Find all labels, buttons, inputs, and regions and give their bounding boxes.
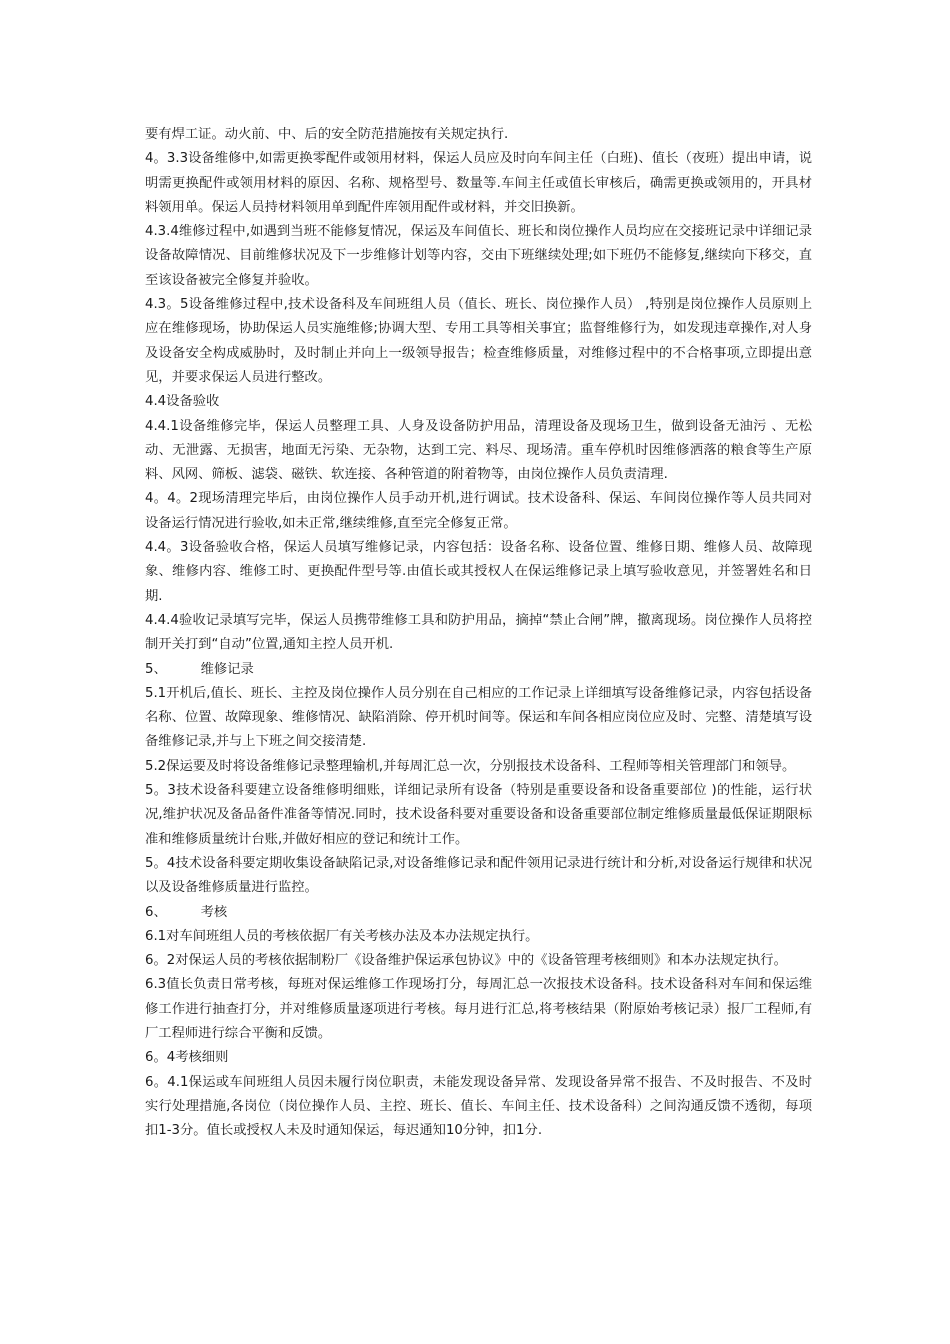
- paragraph-5-2: 5.2保运要及时将设备维修记录整理输机,并每周汇总一次，分别报技术设备科、工程师等相关管理部门和领导。: [145, 758, 796, 774]
- paragraph-6-1: 6.1对车间班组人员的考核依据厂有关考核办法及本办法规定执行。: [145, 928, 539, 944]
- paragraph-6-3: 6.3值长负责日常考核，每班对保运维修工作现场打分，每周汇总一次报技术设备科。技术设备科对车间和保运维修工作进行抽查打分，并对维修质量逐项进行考核。每月进行汇总,将考核结果（附原始考核记录）报厂工程师,有厂工程师进行综合平衡和反馈。: [145, 977, 812, 1041]
- paragraph-4-4-4: 4.4.4验收记录填写完毕，保运人员携带维修工具和防护用品，摘掉“禁止合闸”牌，撤离现场。岗位操作人员将控制开关打到“自动”位置,通知主控人员开机.: [145, 612, 812, 653]
- section-heading-5: 5、 维修记录: [145, 661, 254, 677]
- paragraph-4-4-2: 4。4。2现场清理完毕后，由岗位操作人员手动开机,进行调试。技术设备科、保运、车间岗位操作等人员共同对设备运行情况进行验收,如未正常,继续维修,直至完全修复正常。: [145, 491, 812, 531]
- section-heading-6: 6、 考核: [145, 904, 228, 920]
- paragraph-4-4-1: 4.4.1设备维修完毕，保运人员整理工具、人身及设备防护用品，清理设备及现场卫生，做到设备无油污 、无松动、无泄露、无损害，地面无污染、无杂物，达到工完、料尽、现场清。重车停机时因维修洒落的粮食等生产原料、风网、筛板、滤袋、磁铁、软连接、各种管道的附着物等，由岗位操作人员负责清理.: [145, 418, 812, 483]
- paragraph-4-3-3: 4。3.3设备维修中,如需更换零配件或领用材料，保运人员应及时向车间主任（白班)、值长（夜班）提出申请，说明需更换配件或领用材料的原因、名称、规格型号、数量等.车间主任或值长审核后，确需更换或领用的，开具材料领用单。保运人员持材料领用单到配件库领用配件或材料，并交旧换新。: [145, 151, 812, 215]
- paragraph-5-4: 5。4技术设备科要定期收集设备缺陷记录,对设备维修记录和配件领用记录进行统计和分析,对设备运行规律和状况以及设备维修质量进行监控。: [145, 855, 812, 896]
- document-page: [145, 123, 812, 1143]
- paragraph-5-3: 5。3技术设备科要建立设备维修明细账，详细记录所有设备（特别是重要设备和设备重要部位 )的性能，运行状况,维护状况及备品备件准备等情况.同时，技术设备科要对重要设备和设备重要部位制定维修质量最低保证期限标准和维修质量统计台账,并做好相应的登记和统计工作。: [145, 783, 812, 847]
- paragraph-5-1: 5.1开机后,值长、班长、主控及岗位操作人员分别在自己相应的工作记录上详细填写设备维修记录，内容包括设备名称、位置、故障现象、维修情况、缺陷消除、停开机时间等。保运和车间各相应岗位应及时、完整、清楚填写设备维修记录,并与上下班之间交接清楚.: [145, 685, 812, 750]
- paragraph-6-2: 6。2对保运人员的考核依据制粉厂《设备维护保运承包协议》中的《设备管理考核细则》和本办法规定执行。: [145, 953, 787, 969]
- paragraph-4-4-3: 4.4。3设备验收合格，保运人员填写维修记录，内容包括：设备名称、设备位置、维修日期、维修人员、故障现象、维修内容、维修工时、更换配件型号等.由值长或其授权人在保运维修记录上填写验收意见，并签署姓名和日期.: [145, 540, 812, 604]
- section-heading-6-4: 6。4考核细则: [145, 1050, 229, 1066]
- paragraph-4-3-4: 4.3.4维修过程中,如遇到当班不能修复情况，保运及车间值长、班长和岗位操作人员均应在交接班记录中详细记录设备故障情况、目前维修状况及下一步维修计划等内容，交由下班继续处理;如下班仍不能修复,继续向下移交，直至该设备被完全修复并验收。: [145, 224, 812, 288]
- paragraph-welding-cert: 要有焊工证。动火前、中、后的安全防范措施按有关规定执行.: [145, 127, 509, 142]
- section-heading-4-4: 4.4设备验收: [145, 394, 220, 410]
- paragraph-6-4-1: 6。4.1保运或车间班组人员因未履行岗位职责，未能发现设备异常、发现设备异常不报告、不及时报告、不及时实行处理措施,各岗位（岗位操作人员、主控、班长、值长、车间主任、技术设备科）之间沟通反馈不透彻，每项扣1-3分。值长或授权人未及时通知保运，每迟通知10分钟，扣1分.: [145, 1074, 812, 1139]
- paragraph-4-3-5: 4.3。5设备维修过程中,技术设备科及车间班组人员（值长、班长、岗位操作人员） ,特别是岗位操作人员原则上应在维修现场，协助保运人员实施维修;协调大型、专用工具等相关事宜；监督维修行为，如发现违章操作,对人身及设备安全构成威胁时，及时制止并向上一级领导报告；检查维修质量，对维修过程中的不合格事项,立即提出意见，并要求保运人员进行整改。: [145, 297, 812, 385]
